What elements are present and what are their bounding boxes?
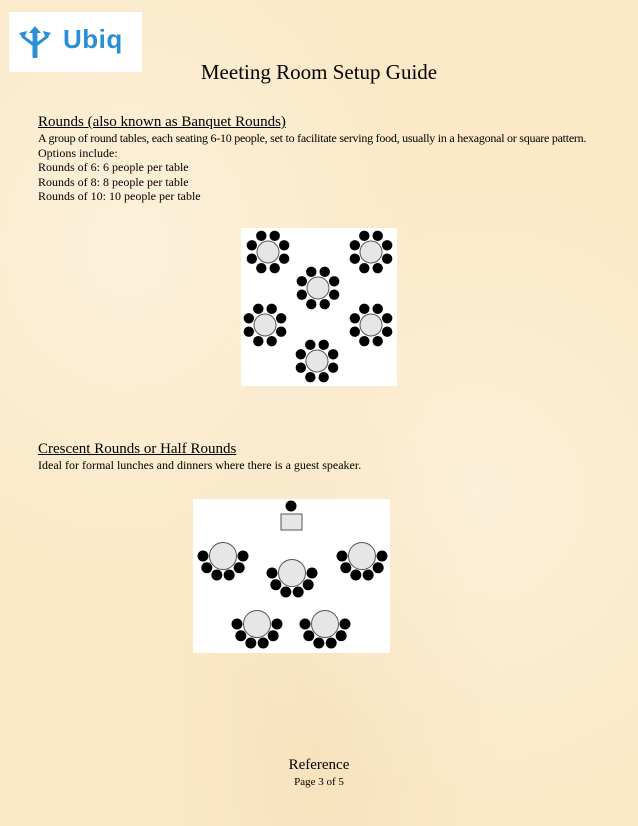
section-heading-crescent: Crescent Rounds or Half Rounds	[38, 441, 237, 457]
lectern	[281, 514, 302, 530]
round-table	[244, 611, 271, 638]
chair	[272, 619, 283, 630]
chair	[350, 253, 360, 263]
round-table	[254, 314, 276, 336]
chair	[293, 587, 304, 598]
chair	[247, 240, 257, 250]
round-table	[306, 350, 328, 372]
chair	[296, 362, 306, 372]
chair	[340, 619, 351, 630]
page-number: Page 3 of 5	[294, 776, 344, 788]
chair	[224, 570, 235, 581]
chair	[336, 630, 347, 641]
chair	[329, 289, 339, 299]
chair	[359, 336, 369, 346]
page-title: Meeting Room Setup Guide	[200, 60, 438, 84]
chair	[258, 638, 269, 649]
chair	[244, 326, 254, 336]
chair	[377, 551, 388, 562]
section-crescent	[38, 440, 598, 473]
crescent-diagram	[193, 499, 390, 653]
chair	[303, 630, 314, 641]
chair	[305, 372, 315, 382]
round-table	[349, 543, 376, 570]
chair	[350, 326, 360, 336]
chair	[359, 231, 369, 241]
chair	[266, 336, 276, 346]
chair	[382, 240, 392, 250]
chair	[300, 619, 311, 630]
chair	[279, 240, 289, 250]
round-table	[210, 543, 237, 570]
chair	[328, 362, 338, 372]
chair	[373, 562, 384, 573]
chair	[234, 562, 245, 573]
chair	[382, 326, 392, 336]
chair	[359, 263, 369, 273]
rounds-diagram	[241, 228, 397, 386]
chair	[267, 568, 278, 579]
chair	[198, 551, 209, 562]
chair	[276, 326, 286, 336]
option-item: Rounds of 6: 6 people per table	[38, 160, 189, 174]
section-description-rounds: A group of round tables, each seating 6-10 people, set to facilitate serving food, usually in a hexagonal or square pattern.	[38, 131, 587, 145]
chair	[305, 340, 315, 350]
chair	[268, 630, 279, 641]
section-description-crescent: Ideal for formal lunches and dinners where there is a guest speaker.	[38, 458, 362, 472]
chair	[350, 240, 360, 250]
chair	[382, 253, 392, 263]
chair	[319, 299, 329, 309]
chair	[303, 579, 314, 590]
round-table	[312, 611, 339, 638]
chair	[318, 340, 328, 350]
chair	[372, 304, 382, 314]
chair	[350, 570, 361, 581]
chair	[247, 253, 257, 263]
chair	[372, 231, 382, 241]
chair	[269, 263, 279, 273]
chair	[256, 263, 266, 273]
chair	[201, 562, 212, 573]
chair	[306, 267, 316, 277]
section-heading-rounds: Rounds (also known as Banquet Rounds)	[38, 114, 286, 130]
chair	[232, 619, 243, 630]
chair	[276, 313, 286, 323]
section-rounds	[38, 113, 598, 204]
chair	[306, 299, 316, 309]
chair	[256, 231, 266, 241]
chair	[372, 263, 382, 273]
chair	[319, 267, 329, 277]
chair	[297, 276, 307, 286]
chair	[340, 562, 351, 573]
chair	[372, 336, 382, 346]
chair	[270, 579, 281, 590]
chair	[244, 313, 254, 323]
chair	[253, 304, 263, 314]
chair	[359, 304, 369, 314]
chair	[269, 231, 279, 241]
chair	[211, 570, 222, 581]
chair	[382, 313, 392, 323]
chair	[350, 313, 360, 323]
round-table	[360, 241, 382, 263]
chair	[235, 630, 246, 641]
chair	[245, 638, 256, 649]
chair	[318, 372, 328, 382]
logo-text: Ubiq	[63, 24, 123, 54]
round-table	[279, 560, 306, 587]
option-item: Rounds of 8: 8 people per table	[38, 174, 189, 189]
option-item: Rounds of 10: 10 people per table	[38, 189, 201, 203]
chair	[296, 349, 306, 359]
chair	[329, 276, 339, 286]
chair	[280, 587, 291, 598]
chair	[297, 289, 307, 299]
round-table	[360, 314, 382, 336]
round-table	[307, 277, 329, 299]
chair	[307, 568, 318, 579]
chair	[363, 570, 374, 581]
arrows-split-icon	[18, 25, 52, 59]
chair	[313, 638, 324, 649]
options-intro: Options include:	[38, 145, 118, 160]
chair	[337, 551, 348, 562]
round-table	[257, 241, 279, 263]
chair	[326, 638, 337, 649]
footer-title: Reference	[288, 757, 350, 773]
chair	[279, 253, 289, 263]
chair	[266, 304, 276, 314]
chair	[238, 551, 249, 562]
chair	[253, 336, 263, 346]
chair	[328, 349, 338, 359]
speaker-chair	[286, 501, 297, 512]
